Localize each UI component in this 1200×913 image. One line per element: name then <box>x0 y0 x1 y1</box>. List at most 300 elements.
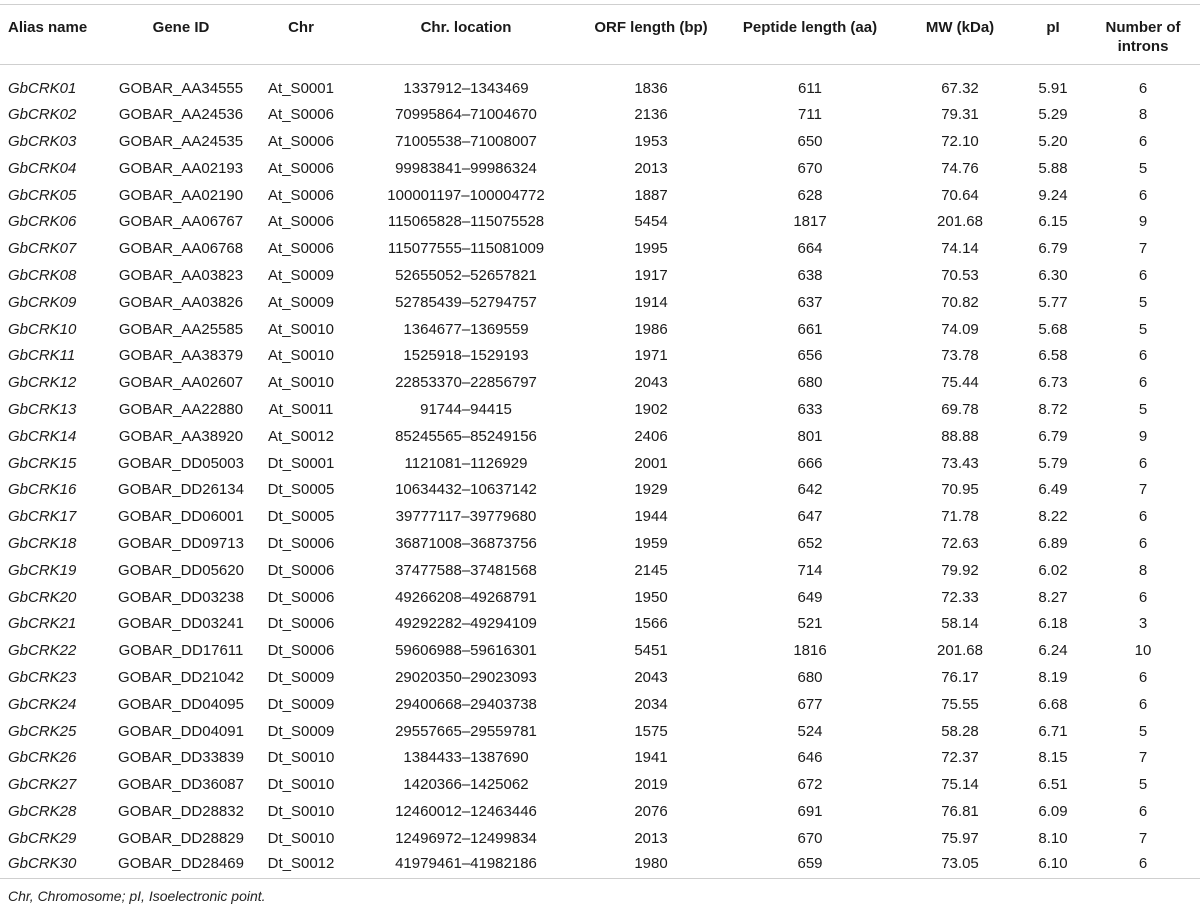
table-cell: GOBAR_DD09713 <box>118 534 244 552</box>
table-cell: 611 <box>798 79 822 97</box>
table-cell: 6.51 <box>1038 776 1068 794</box>
table-cell: GbCRK15 <box>8 454 77 472</box>
table-cell: 9 <box>1138 427 1148 445</box>
table-cell: 115065828–115075528 <box>387 213 545 231</box>
table-cell: 6 <box>1138 374 1148 392</box>
table-cell: 5.29 <box>1038 106 1068 124</box>
table-cell: 6 <box>1138 802 1148 820</box>
table-cell: 6.30 <box>1038 266 1068 284</box>
table-cell: 70.95 <box>941 481 979 499</box>
table-cell: 29020350–29023093 <box>395 668 537 686</box>
table-cell: 1995 <box>634 240 668 258</box>
table-cell: 70995864–71004670 <box>395 106 537 124</box>
table-cell: 6 <box>1138 668 1148 686</box>
table-cell: GOBAR_DD21042 <box>118 668 244 686</box>
table-cell: Dt_S0009 <box>267 695 335 713</box>
table-cell: GOBAR_AA02607 <box>118 374 244 392</box>
table-cell: 41979461–41982186 <box>350 852 582 879</box>
table-cell: 2034 <box>634 695 668 713</box>
table-row <box>0 396 1200 423</box>
table-cell: 642 <box>797 481 823 499</box>
table-cell: 5 <box>1138 722 1148 740</box>
column-header: Chr <box>252 5 350 65</box>
table-cell: 714 <box>797 561 823 579</box>
table-cell: GOBAR_AA24536 <box>118 106 244 124</box>
table-cell: 37477588–37481568 <box>395 561 537 579</box>
table-cell: 69.78 <box>941 400 979 418</box>
table-cell: GOBAR_DD33839 <box>118 749 244 767</box>
table-cell: GOBAR_AA38379 <box>118 347 244 365</box>
table-cell: 691 <box>797 802 823 820</box>
table-cell: 2043 <box>634 668 668 686</box>
table-row <box>0 128 1200 155</box>
table-cell: 1364677–1369559 <box>403 320 529 338</box>
table-row <box>0 65 1200 102</box>
table-cell: 49266208–49268791 <box>395 588 537 606</box>
table-row <box>0 664 1200 691</box>
table-row <box>0 423 1200 450</box>
table-cell: Dt_S0006 <box>267 615 335 633</box>
table-cell: GOBAR_DD05003 <box>118 454 244 472</box>
table-cell: GOBAR_AA03823 <box>118 266 244 284</box>
table-cell: 6 <box>1138 534 1148 552</box>
table-cell: 6.79 <box>1038 427 1068 445</box>
table-cell: GbCRK06 <box>8 213 77 231</box>
table-cell: GOBAR_DD26134 <box>118 481 244 499</box>
table-cell: 801 <box>797 427 823 445</box>
table-cell: 71005538–71008007 <box>395 132 537 150</box>
table-cell: 5 <box>1138 400 1148 418</box>
table-cell: 5.68 <box>1038 320 1068 338</box>
table-cell: GOBAR_DD04095 <box>118 695 244 713</box>
table-cell: 39777117–39779680 <box>395 508 537 526</box>
table-cell: GOBAR_DD28469 <box>110 852 252 879</box>
table-cell: 1575 <box>634 722 668 740</box>
table-cell: 1986 <box>634 320 668 338</box>
table-cell: 1836 <box>634 79 668 97</box>
column-header: pI <box>1020 5 1086 65</box>
table-cell: 72.33 <box>941 588 979 606</box>
table-cell: 6.58 <box>1038 347 1068 365</box>
table-row <box>0 530 1200 557</box>
table-cell: 6 <box>1138 695 1148 713</box>
table-cell: 52655052–52657821 <box>395 266 537 284</box>
table-row <box>0 155 1200 182</box>
table-cell: 5 <box>1138 159 1148 177</box>
table-cell: 670 <box>797 159 823 177</box>
table-row <box>0 262 1200 289</box>
table-cell: 1980 <box>582 852 720 879</box>
table-cell: At_S0012 <box>268 427 334 445</box>
table-cell: 10634432–10637142 <box>395 481 537 499</box>
table-cell: 8.10 <box>1038 829 1068 847</box>
table-row <box>0 450 1200 477</box>
table-cell: 74.09 <box>941 320 979 338</box>
table-cell: GbCRK17 <box>8 508 77 526</box>
table-cell: 1525918–1529193 <box>403 347 529 365</box>
table-cell: GOBAR_DD28832 <box>118 802 244 820</box>
table-cell: 115077555–115081009 <box>387 240 545 258</box>
table-cell: 75.44 <box>941 374 979 392</box>
table-cell: 2145 <box>634 561 668 579</box>
table-cell: 10 <box>1134 642 1152 660</box>
table-cell: 646 <box>797 749 823 767</box>
table-cell: 58.14 <box>941 615 979 633</box>
table-cell: 73.43 <box>941 454 979 472</box>
table-cell: 75.55 <box>941 695 979 713</box>
table-cell: 70.82 <box>941 293 979 311</box>
table-cell: 1944 <box>634 508 668 526</box>
table-cell: 1902 <box>634 400 668 418</box>
table-cell: At_S0009 <box>268 293 334 311</box>
table-cell: 649 <box>797 588 823 606</box>
table-cell: 29400668–29403738 <box>395 695 537 713</box>
table-cell: GbCRK14 <box>8 427 77 445</box>
table-cell: 2043 <box>634 374 668 392</box>
table-cell: 8 <box>1138 106 1148 124</box>
table-cell: 6.89 <box>1038 534 1068 552</box>
table-cell: GbCRK26 <box>8 749 77 767</box>
table-cell: 1384433–1387690 <box>403 749 529 767</box>
table-cell: GbCRK22 <box>8 642 77 660</box>
table-cell: GOBAR_DD36087 <box>118 776 244 794</box>
table-cell: 9.24 <box>1038 186 1068 204</box>
table-cell: 680 <box>797 668 823 686</box>
table-cell: 49292282–49294109 <box>395 615 537 633</box>
table-cell: Dt_S0006 <box>267 642 335 660</box>
table-cell: 58.28 <box>941 722 979 740</box>
table-row <box>0 637 1200 664</box>
table-cell: GbCRK07 <box>8 240 77 258</box>
table-cell: GOBAR_AA22880 <box>118 400 244 418</box>
table-cell: 59606988–59616301 <box>395 642 537 660</box>
table-cell: 5.77 <box>1038 293 1068 311</box>
table-cell: 74.76 <box>941 159 979 177</box>
table-cell: GOBAR_DD28829 <box>118 829 244 847</box>
table-cell: 67.32 <box>941 79 979 97</box>
table-cell: 637 <box>797 293 823 311</box>
table-cell: Dt_S0009 <box>267 722 335 740</box>
table-cell: 1971 <box>634 347 668 365</box>
data-table <box>0 4 1200 879</box>
table-cell: 1816 <box>793 642 827 660</box>
column-header: Chr. location <box>350 5 582 65</box>
table-cell: GbCRK04 <box>8 159 77 177</box>
table-cell: 6 <box>1138 266 1148 284</box>
table-cell: GbCRK01 <box>8 79 77 97</box>
table-cell: 7 <box>1138 481 1148 499</box>
table-cell: 6 <box>1138 132 1148 150</box>
table-cell: 6.24 <box>1038 642 1068 660</box>
table-cell: Dt_S0010 <box>267 802 335 820</box>
table-cell: GbCRK24 <box>8 695 77 713</box>
table-cell: 8.22 <box>1038 508 1068 526</box>
table-cell: 70.53 <box>941 266 979 284</box>
table-cell: GbCRK19 <box>8 561 77 579</box>
table-cell: GbCRK12 <box>8 374 77 392</box>
table-cell: 652 <box>797 534 823 552</box>
table-cell: 72.63 <box>941 534 979 552</box>
table-cell: 12496972–12499834 <box>395 829 537 847</box>
table-cell: 9 <box>1138 213 1148 231</box>
table-cell: 521 <box>797 615 823 633</box>
table-cell: 3 <box>1138 615 1148 633</box>
table-cell: 5 <box>1138 776 1148 794</box>
table-cell: 8 <box>1138 561 1148 579</box>
table-cell: GOBAR_AA25585 <box>118 320 244 338</box>
table-row <box>0 476 1200 503</box>
table-cell: 2136 <box>634 106 668 124</box>
table-cell: 6.10 <box>1020 852 1086 879</box>
table-cell: At_S0010 <box>268 347 334 365</box>
table-cell: At_S0006 <box>268 213 334 231</box>
table-cell: 29557665–29559781 <box>395 722 537 740</box>
table-cell: GOBAR_DD03241 <box>118 615 244 633</box>
table-row <box>0 101 1200 128</box>
table-cell: 1420366–1425062 <box>403 776 529 794</box>
table-cell: 74.14 <box>941 240 979 258</box>
table-cell: 2019 <box>634 776 668 794</box>
table-cell: 85245565–85249156 <box>395 427 537 445</box>
table-cell: 6 <box>1138 347 1148 365</box>
table-row <box>0 235 1200 262</box>
table-cell: GOBAR_AA06767 <box>118 213 244 231</box>
table-cell: 650 <box>797 132 823 150</box>
table-cell: 6 <box>1138 588 1148 606</box>
table-cell: 1950 <box>634 588 668 606</box>
column-header: ORF length (bp) <box>582 5 720 65</box>
column-header: Number of introns <box>1086 5 1200 65</box>
table-cell: 73.05 <box>900 852 1020 879</box>
table-cell: At_S0006 <box>268 186 334 204</box>
table-cell: 1121081–1126929 <box>404 454 528 472</box>
table-cell: 5.20 <box>1038 132 1068 150</box>
table-cell: GOBAR_AA02193 <box>118 159 244 177</box>
table-row <box>0 316 1200 343</box>
table-cell: 7 <box>1138 749 1148 767</box>
table-cell: 638 <box>797 266 823 284</box>
table-cell: GbCRK10 <box>8 320 77 338</box>
table-cell: GbCRK03 <box>8 132 77 150</box>
table-cell: 79.92 <box>941 561 979 579</box>
table-row <box>0 852 1200 879</box>
table-cell: 12460012–12463446 <box>395 802 537 820</box>
table-cell: 628 <box>797 186 823 204</box>
table-cell: 75.97 <box>941 829 979 847</box>
table-cell: GbCRK29 <box>8 829 77 847</box>
table-row <box>0 718 1200 745</box>
table-cell: GOBAR_AA24535 <box>118 132 244 150</box>
table-cell: 2013 <box>634 829 668 847</box>
table-row <box>0 584 1200 611</box>
table-cell: 79.31 <box>941 106 979 124</box>
table-cell: 6.49 <box>1038 481 1068 499</box>
table-cell: 5454 <box>634 213 668 231</box>
table-cell: 52785439–52794757 <box>395 293 537 311</box>
table-cell: 647 <box>797 508 823 526</box>
column-header: Peptide length (aa) <box>720 5 900 65</box>
table-cell: 88.88 <box>941 427 979 445</box>
table-cell: Dt_S0006 <box>267 561 335 579</box>
table-cell: At_S0006 <box>268 106 334 124</box>
column-header: MW (kDa) <box>900 5 1020 65</box>
table-cell: 2013 <box>634 159 668 177</box>
table-cell: 1917 <box>634 266 668 284</box>
table-cell: At_S0010 <box>268 374 334 392</box>
table-cell: At_S0006 <box>268 240 334 258</box>
table-cell: GbCRK23 <box>8 668 77 686</box>
table-cell: 1929 <box>634 481 668 499</box>
table-cell: 6.02 <box>1038 561 1068 579</box>
table-cell: At_S0010 <box>268 320 334 338</box>
table-cell: 7 <box>1138 829 1148 847</box>
table-cell: GOBAR_AA02190 <box>118 186 244 204</box>
table-cell: 633 <box>797 400 823 418</box>
table-cell: 201.68 <box>937 642 983 660</box>
table-cell: 6 <box>1138 186 1148 204</box>
table-row <box>0 610 1200 637</box>
table-cell: 661 <box>797 320 823 338</box>
table-cell: 6 <box>1086 852 1200 879</box>
table-cell: GbCRK28 <box>8 802 77 820</box>
table-row <box>0 369 1200 396</box>
table-cell: 2076 <box>634 802 668 820</box>
table-cell: 22853370–22856797 <box>395 374 537 392</box>
table-cell: GbCRK25 <box>8 722 77 740</box>
table-cell: 1817 <box>793 213 827 231</box>
table-cell: 1887 <box>634 186 668 204</box>
table-cell: Dt_S0001 <box>267 454 335 472</box>
table-row <box>0 342 1200 369</box>
table-cell: Dt_S0012 <box>252 852 350 879</box>
table-cell: Dt_S0006 <box>267 534 335 552</box>
table-cell: At_S0009 <box>268 266 334 284</box>
column-header: Alias name <box>0 5 110 65</box>
table-cell: GbCRK09 <box>8 293 77 311</box>
table-cell: 6.15 <box>1038 213 1068 231</box>
table-cell: 72.37 <box>941 749 979 767</box>
table-cell: At_S0006 <box>268 132 334 150</box>
table-cell: 2406 <box>634 427 668 445</box>
table-cell: 1337912–1343469 <box>403 79 529 97</box>
table-cell: GbCRK02 <box>8 106 77 124</box>
table-cell: GOBAR_AA06768 <box>118 240 244 258</box>
table-cell: Dt_S0005 <box>267 481 335 499</box>
table-cell: GbCRK30 <box>0 852 110 879</box>
table-cell: 677 <box>797 695 823 713</box>
table-cell: 711 <box>798 106 822 124</box>
table-row <box>0 289 1200 316</box>
table-cell: 8.72 <box>1038 400 1068 418</box>
table-cell: GbCRK13 <box>8 400 77 418</box>
table-cell: GbCRK11 <box>8 347 76 365</box>
table-cell: 524 <box>797 722 823 740</box>
table-cell: 5.79 <box>1038 454 1068 472</box>
table-cell: Dt_S0010 <box>267 749 335 767</box>
table-cell: 656 <box>797 347 823 365</box>
table-cell: At_S0006 <box>268 159 334 177</box>
table-cell: Dt_S0010 <box>267 829 335 847</box>
table-row <box>0 825 1200 852</box>
table-row <box>0 771 1200 798</box>
table-cell: 670 <box>797 829 823 847</box>
table-footnote: Chr, Chromosome; pI, Isoelectronic point. <box>8 888 266 904</box>
table-cell: 6.71 <box>1038 722 1068 740</box>
table-cell: 1914 <box>634 293 668 311</box>
table-cell: GbCRK20 <box>8 588 77 606</box>
table-cell: GbCRK27 <box>8 776 77 794</box>
table-cell: 5451 <box>634 642 668 660</box>
table-row <box>0 798 1200 825</box>
table-cell: 6 <box>1138 454 1148 472</box>
table-cell: 70.64 <box>941 186 979 204</box>
table-cell: GOBAR_DD17611 <box>118 642 244 660</box>
table-row <box>0 503 1200 530</box>
table-cell: 7 <box>1138 240 1148 258</box>
table-cell: 100001197–100004772 <box>387 186 545 204</box>
table-cell: Dt_S0005 <box>267 508 335 526</box>
table-cell: GbCRK18 <box>8 534 77 552</box>
table-cell: 6.73 <box>1038 374 1068 392</box>
table-cell: 6.18 <box>1038 615 1068 633</box>
table-cell: 99983841–99986324 <box>395 159 537 177</box>
table-cell: 75.14 <box>941 776 979 794</box>
table-cell: GOBAR_DD03238 <box>118 588 244 606</box>
table-cell: 5.91 <box>1038 79 1068 97</box>
table-row <box>0 208 1200 235</box>
table-cell: 91744–94415 <box>420 400 512 418</box>
table-cell: 672 <box>797 776 823 794</box>
table-cell: 71.78 <box>941 508 979 526</box>
table-cell: 666 <box>797 454 823 472</box>
table-cell: 6.09 <box>1038 802 1068 820</box>
table-cell: 6.68 <box>1038 695 1068 713</box>
table-cell: GbCRK05 <box>8 186 77 204</box>
table-cell: 8.15 <box>1038 749 1068 767</box>
table-cell: Dt_S0010 <box>267 776 335 794</box>
table-cell: GOBAR_DD06001 <box>118 508 244 526</box>
table-cell: 6 <box>1138 508 1148 526</box>
table-cell: GbCRK08 <box>8 266 77 284</box>
table-body <box>0 65 1200 879</box>
table-cell: GOBAR_AA34555 <box>118 79 244 97</box>
table-cell: 6 <box>1138 79 1148 97</box>
table-cell: 76.81 <box>941 802 979 820</box>
table-cell: 664 <box>797 240 823 258</box>
table-cell: Dt_S0006 <box>267 588 335 606</box>
table-cell: At_S0011 <box>268 400 334 418</box>
table-cell: 8.27 <box>1038 588 1068 606</box>
table-cell: 2001 <box>634 454 668 472</box>
table-cell: GOBAR_AA03826 <box>118 293 244 311</box>
table-row <box>0 691 1200 718</box>
table-cell: Dt_S0009 <box>267 668 335 686</box>
table-cell: 72.10 <box>941 132 979 150</box>
table-cell: 6.79 <box>1038 240 1068 258</box>
table-cell: 76.17 <box>941 668 979 686</box>
table-row <box>0 182 1200 209</box>
column-header: Gene ID <box>110 5 252 65</box>
table-cell: 5.88 <box>1038 159 1068 177</box>
table-cell: 73.78 <box>941 347 979 365</box>
table-header <box>0 5 1200 65</box>
table-cell: 36871008–36873756 <box>395 534 537 552</box>
table-cell: 1566 <box>634 615 668 633</box>
table-cell: At_S0001 <box>268 79 334 97</box>
table-cell: 1953 <box>634 132 668 150</box>
header-row <box>0 5 1200 65</box>
table-cell: GbCRK16 <box>8 481 77 499</box>
